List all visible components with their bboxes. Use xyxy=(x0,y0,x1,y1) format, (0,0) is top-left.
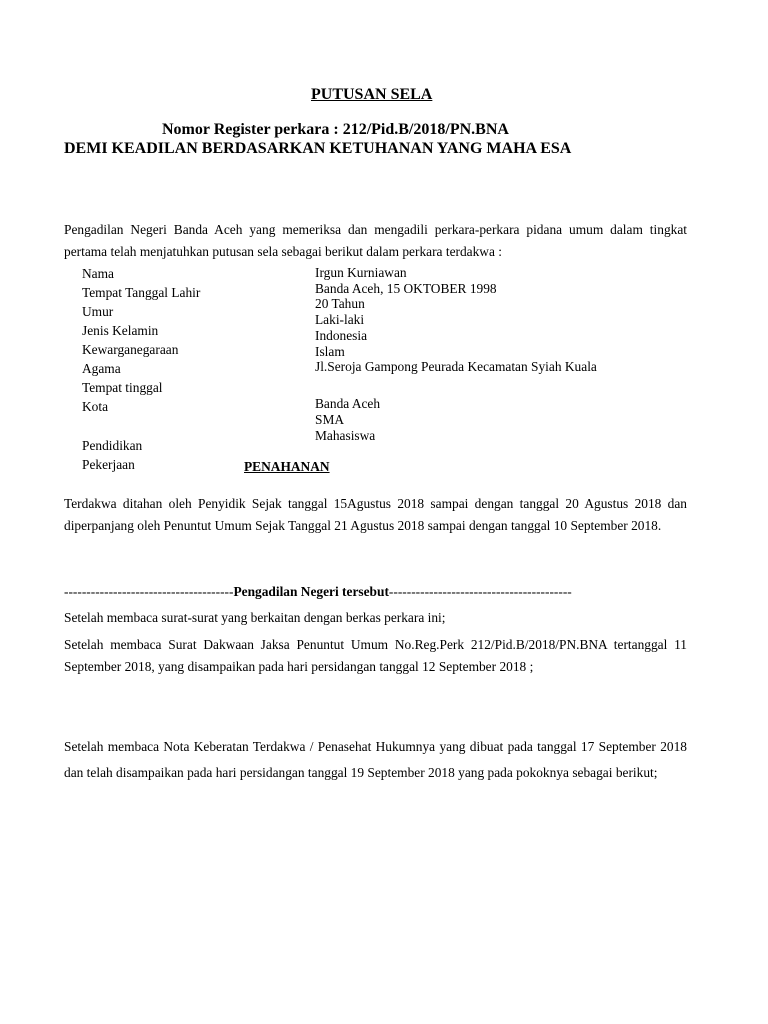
value-jenis-kelamin: Laki-laki xyxy=(315,312,365,327)
value-agama: Islam xyxy=(315,344,345,359)
value-pendidikan: SMA xyxy=(315,412,345,427)
court-label: Pengadilan Negeri tersebut xyxy=(233,584,389,599)
label-pekerjaan: Pekerjaan xyxy=(82,457,135,472)
register-number: Nomor Register perkara : 212/Pid.B/2018/PN.BNA xyxy=(162,121,509,138)
value-umur: 20 Tahun xyxy=(315,296,365,311)
label-pendidikan: Pendidikan xyxy=(82,438,143,453)
label-agama: Agama xyxy=(82,361,121,376)
value-nama: Irgun Kurniawan xyxy=(315,265,407,280)
value-kota: Banda Aceh xyxy=(315,396,381,411)
value-pekerjaan: Mahasiswa xyxy=(315,428,376,443)
motto: DEMI KEADILAN BERDASARKAN KETUHANAN YANG MAHA ESA xyxy=(64,140,572,157)
intro-paragraph: Pengadilan Negeri Banda Aceh yang memeriksa dan mengadili perkara-perkara pidana umum dalam tingkat pertama telah menjatuhkan putusan sela sebagai berikut dalam perkara terdakwa : xyxy=(64,222,687,259)
paragraph-dakwaan: Setelah membaca Surat Dakwaan Jaksa Penuntut Umum No.Reg.Perk 212/Pid.B/2018/PN.BNA tertanggal 11 September 2018, yang disampaikan pada hari persidangan tanggal 12 September 2018 ; xyxy=(64,637,687,674)
label-kewarganegaraan: Kewarganegaraan xyxy=(82,342,179,357)
paragraph-surat: Setelah membaca surat-surat yang berkaitan dengan berkas perkara ini; xyxy=(64,610,446,625)
value-kewarganegaraan: Indonesia xyxy=(315,328,368,343)
label-umur: Umur xyxy=(82,304,114,319)
value-ttl: Banda Aceh, 15 OKTOBER 1998 xyxy=(315,281,497,296)
document-title: PUTUSAN SELA xyxy=(311,86,433,103)
penahanan-paragraph: Terdakwa ditahan oleh Penyidik Sejak tanggal 15Agustus 2018 sampai dengan tanggal 20 Agustus 2018 dan diperpanjang oleh Penuntut Umum Sejak Tanggal 21 Agustus 2018 sampai dengan tanggal 10 September 2018. xyxy=(64,496,687,533)
label-ttl: Tempat Tanggal Lahir xyxy=(82,285,201,300)
court-separator xyxy=(64,584,572,600)
separator-dashes-right: ----------------------------------------- xyxy=(388,584,572,599)
value-tempat-tinggal: Jl.Seroja Gampong Peurada Kecamatan Syiah Kuala xyxy=(315,359,597,374)
penahanan-heading: PENAHANAN xyxy=(244,459,330,474)
label-jenis-kelamin: Jenis Kelamin xyxy=(82,323,159,338)
paragraph-nota-keberatan: Setelah membaca Nota Keberatan Terdakwa / Penasehat Hukumnya yang dibuat pada tanggal 17 September 2018 dan telah disampaikan pada hari persidangan tanggal 19 September 2018 yang pada pokoknya sebagai berikut; xyxy=(64,739,687,780)
separator-dashes-left: -------------------------------------- xyxy=(64,584,234,599)
label-tempat-tinggal: Tempat tinggal xyxy=(82,380,163,395)
label-kota: Kota xyxy=(82,399,109,414)
label-nama: Nama xyxy=(82,266,114,281)
